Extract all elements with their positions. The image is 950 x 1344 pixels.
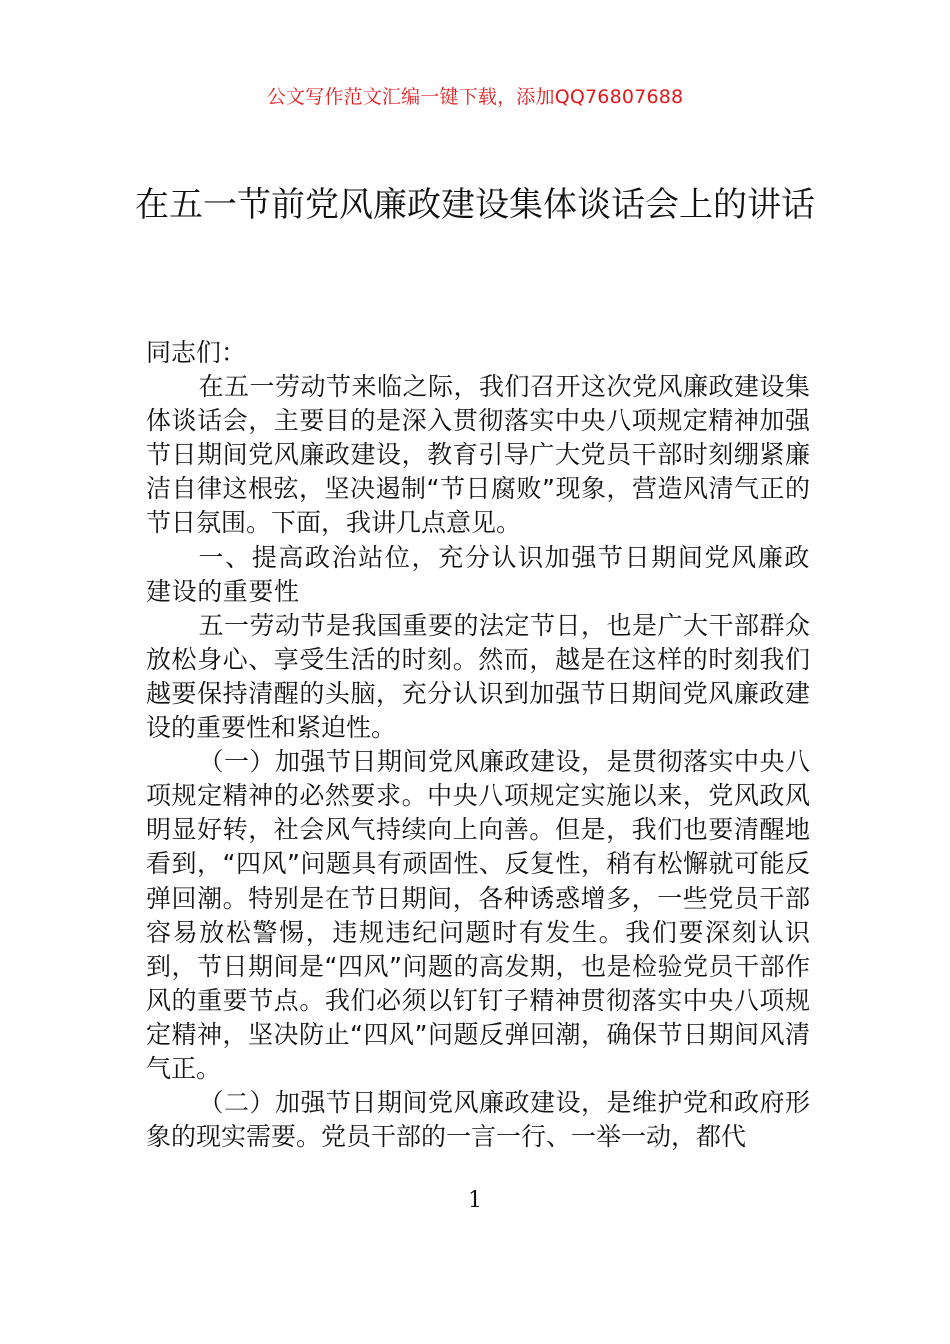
- paragraph-point-1: （一）加强节日期间党风廉政建设，是贯彻落实中央八项规定精神的必然要求。中央八项规定实施以来，党风政风明显好转，社会风气持续向上向善。但是，我们也要清醒地看到，“四风”问题具有顽固性、反复性，稍有松懈就可能反弹回潮。特别是在节日期间，各种诱惑增多，一些党员干部容易放松警惕，违规违纪问题时有发生。我们要深刻认识到，节日期间是“四风”问题的高发期，也是检验党员干部作风的重要节点。我们必须以钉钉子精神贯彻落实中央八项规定精神，坚决防止“四风”问题反弹回潮，确保节日期间风清气正。: [146, 747, 810, 1083]
- salutation: 同志们：: [146, 338, 247, 367]
- section-heading-1: 一、提高政治站位，充分认识加强节日期间党风廉政建设的重要性: [146, 542, 810, 606]
- document-title: 在五一节前党风廉政建设集体谈话会上的讲话: [135, 185, 815, 225]
- download-banner: 公文写作范文汇编一键下载，添加QQ76807688: [266, 86, 684, 108]
- paragraph-point-2: （二）加强节日期间党风廉政建设，是维护党和政府形象的现实需要。党员干部的一言一行、一举一动，都代: [146, 1088, 810, 1152]
- page-number: 1: [468, 1188, 482, 1213]
- document-body: [146, 336, 810, 1154]
- paragraph-section-1-intro: 五一劳动节是我国重要的法定节日，也是广大干部群众放松身心、享受生活的时刻。然而，越是在这样的时刻我们越要保持清醒的头脑，充分认识到加强节日期间党风廉政建设的重要性和紧迫性。: [146, 610, 810, 743]
- paragraph-intro: 在五一劳动节来临之际，我们召开这次党风廉政建设集体谈话会，主要目的是深入贯彻落实中央八项规定精神加强节日期间党风廉政建设，教育引导广大党员干部时刻绷紧廉洁自律这根弦，坚决遏制“节日腐败”现象，营造风清气正的节日氛围。下面，我讲几点意见。: [146, 372, 810, 538]
